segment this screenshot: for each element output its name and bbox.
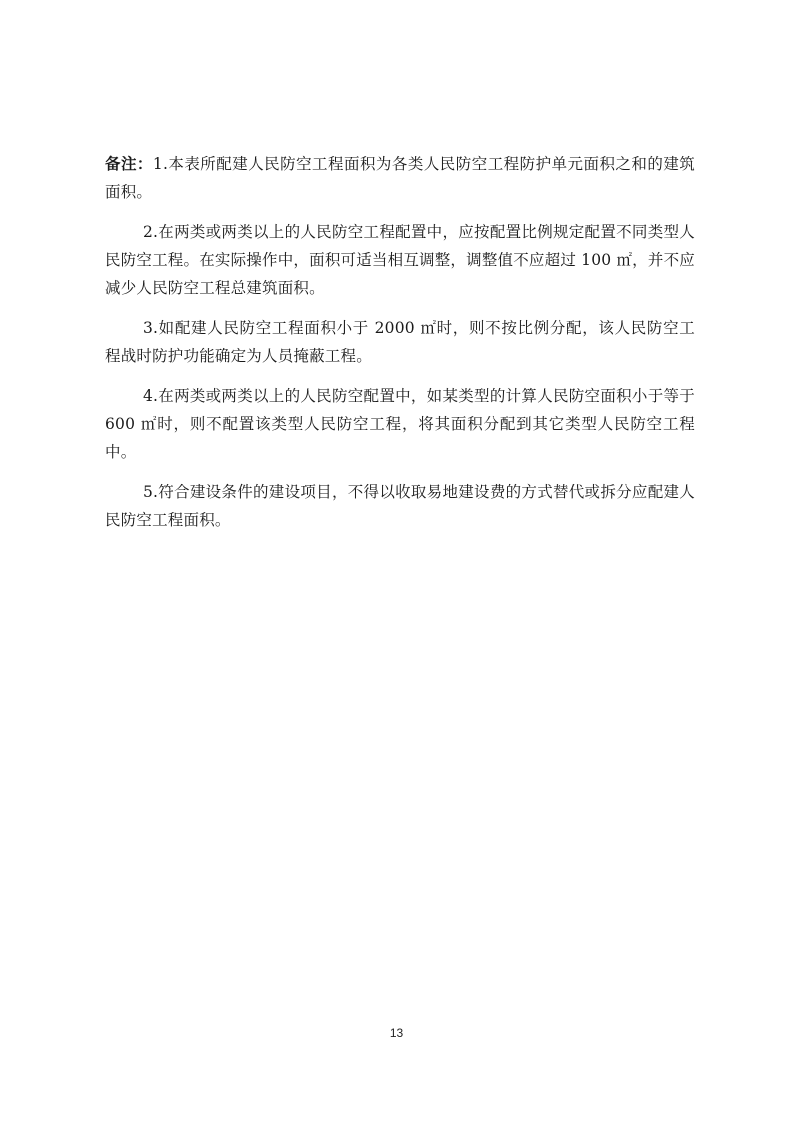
- note-item-3: 3.如配建人民防空工程面积小于 2000 ㎡时，则不按比例分配，该人民防空工程战时防护功能确定为人员掩蔽工程。: [105, 319, 695, 365]
- notes-label: 备注：: [105, 154, 153, 173]
- page-number: 13: [389, 1026, 404, 1040]
- notes-section: [105, 150, 695, 546]
- note-item-2: 2.在两类或两类以上的人民防空工程配置中，应按配置比例规定配置不同类型人民防空工程。在实际操作中，面积可适当相互调整，调整值不应超过 100 ㎡，并不应减少人民防空工程总建筑面积。: [105, 223, 695, 297]
- note-item-1: [105, 150, 695, 206]
- note-item-5: 5.符合建设条件的建设项目，不得以收取易地建设费的方式替代或拆分应配建人民防空工程面积。: [105, 483, 695, 529]
- note-item-4: 4.在两类或两类以上的人民防空配置中，如某类型的计算人民防空面积小于等于 600 ㎡时，则不配置该类型人民防空工程，将其面积分配到其它类型人民防空工程中。: [105, 387, 695, 461]
- note-text-1: 1.本表所配建人民防空工程面积为各类人民防空工程防护单元面积之和的建筑面积。: [105, 155, 695, 201]
